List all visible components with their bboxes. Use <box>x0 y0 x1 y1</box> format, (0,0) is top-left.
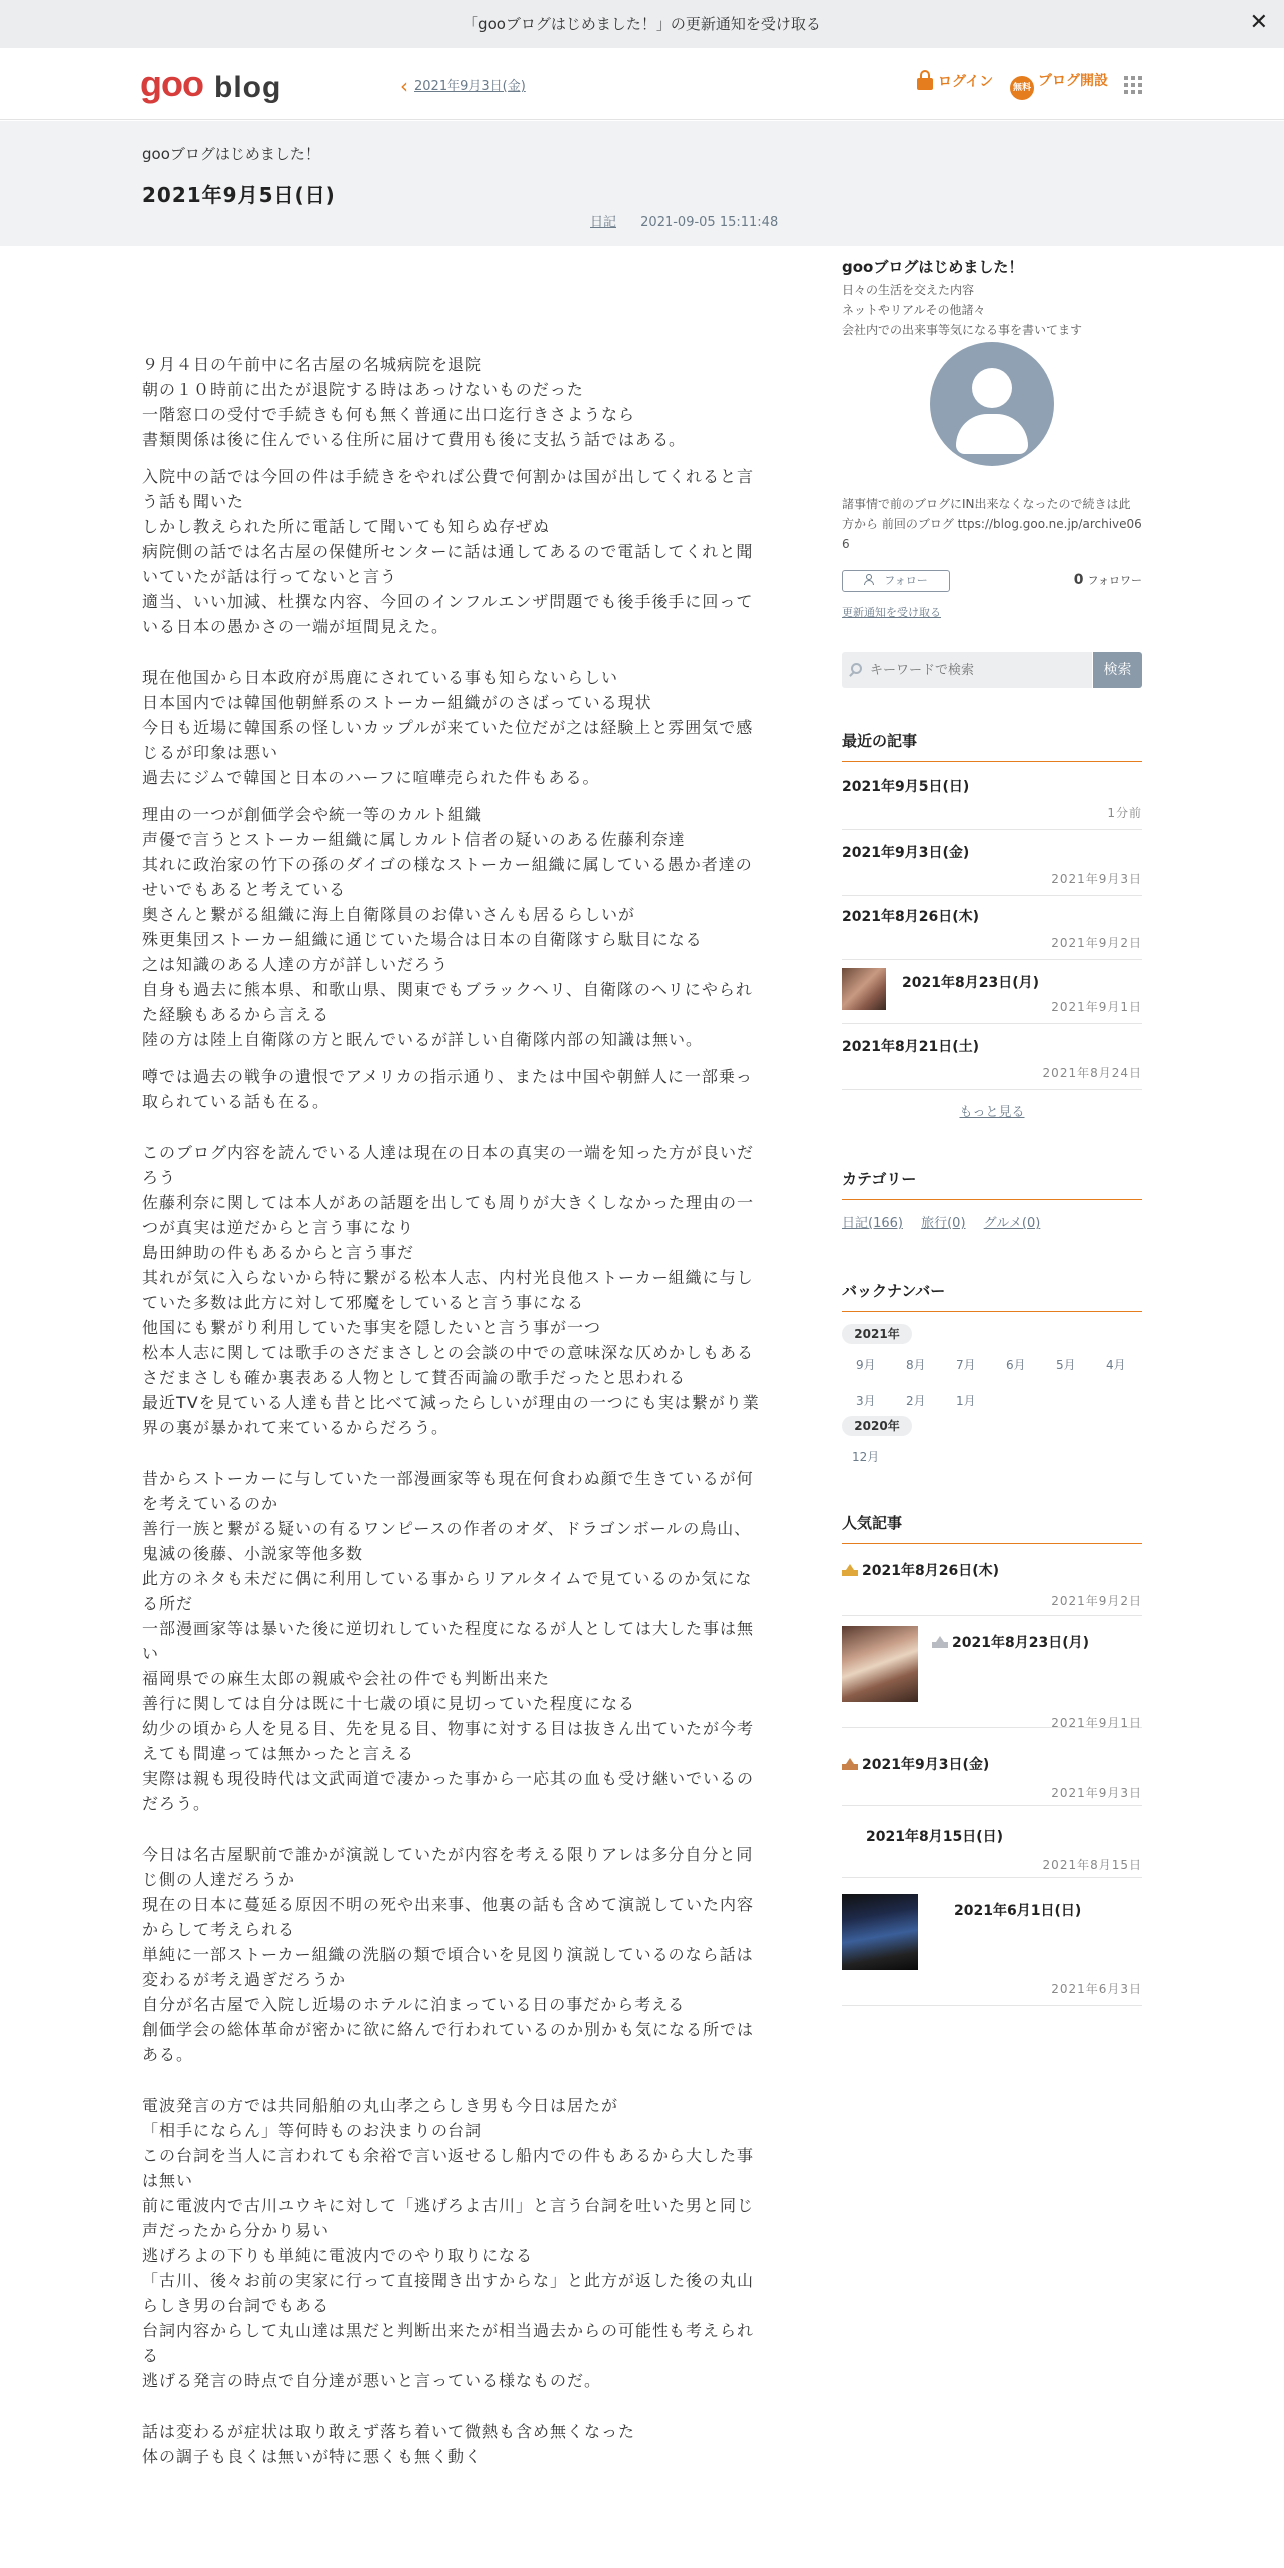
popular-entry-title-text: 2021年8月26日(木) <box>862 1563 999 1579</box>
recent-entry[interactable] <box>842 842 1142 896</box>
article-paragraph: このブログ内容を読んでいる人達は現在の日本の真実の一端を知った方が良いだろう 佐藤利奈に関しては本人があの話題を出しても周りが大きくしなかった理由の一つが真実は逆だからと言う事になり 島田紳助の件もあるからと言う事だ 其れが気に入らないから特に繋がる松本人志、内村光良他ストーカー組織に与していた多数は此方に対して邪魔をしていると言う事になる 他国にも繋がり利用していた事実を隠したいと言う事が一つ 松本人志に関しては歌手のさだまさしとの会談の中での意味深な仄めかしもある さだまさしも確か裏表ある人物として賛否両論の歌手だったと思われる 最近TVを見ている人達も昔と比べて減ったらしいが理由の一つにも実は繋がり業界の裏が暴かれて来ているからだろう。 <box>142 1143 760 1437</box>
open-blog-label: ブログ開設 <box>1038 73 1108 89</box>
article-paragraph: 入院中の話では今回の件は手続きをやれば公費で何割かは国が出してくれると言う話も聞いた しかし教えられた所に電話して聞いても知らぬ存ぜぬ 病院側の話では名古屋の保健所センターに話は通してあるので電話してくれと聞いていたが話は行ってないと言う 適当、いい加減、杜撰な内容、今回のインフルエンザ問題でも後手後手に回っている日本の愚かさの一端が垣間見えた。 <box>142 467 755 636</box>
backnumber-heading: バックナンバー <box>842 1280 1142 1312</box>
article-paragraph: 現在他国から日本政府が馬鹿にされている事も知らないらしい 日本国内では韓国他朝鮮系のストーカー組織がのさばっている現状 今日も近場に韓国系の怪しいカップルが来ていた位だが之は経験上と雰囲気で感じるが印象は悪い 過去にジムで韓国と日本のハーフに喧嘩売られた件もある。 <box>142 668 754 787</box>
popular-entry-thumbnail <box>842 1894 918 1970</box>
recent-entry-title: 2021年9月3日(金) <box>842 845 970 861</box>
article-paragraph: 今日は名古屋駅前で誰かが演説していたが内容を考える限りアレは多分自分と同じ側の人達だろうか 現在の日本に蔓延る原因不明の死や出来事、他裏の話も含めて演説していた内容からして考えられる 単純に一部ストーカー組織の洗脳の類で頃合いを見図り演説しているのなら話は変わるが考え過ぎだろうか 自分が名古屋で入院し近場のホテルに泊まっている日の事だから考える 創価学会の総体革命が密かに欲に絡んで行われているのか別かも気になる所ではある。 <box>142 1845 755 2064</box>
popular-entry-title: 2021年6月1日(日) <box>954 1903 1082 1919</box>
recent-entry[interactable] <box>842 776 1142 830</box>
lock-icon <box>916 70 934 90</box>
article-paragraph: 昔からストーカーに与していた一部漫画家等も現在何食わぬ顔で生きているが何を考えているのか 善行一族と繋がる疑いの有るワンピースの作者のオダ、ドラゴンボールの鳥山、鬼滅の後藤、小説家等他多数 此方のネタも未だに偶に利用している事からリアルタイムで見ているのか気になる所だ 一部漫画家等は暴いた後に逆切れしていた程度になるが人としては大した事は無い 福岡県での麻生太郎の親戚や会社の件でも判断出来た 善行に関しては自分は既に十七歳の頃に見切っていた程度になる 幼少の頃から人を見る目、先を見る目、物事に対する目は抜きん出ていたが今考えても間違っては無かったと言える 実際は親も現役時代は文武両道で凄かった事から一応其の血も受け継いでいるのだろう。 <box>142 1469 755 1813</box>
popular-entry-date: 2021年9月1日 <box>1051 1716 1142 1730</box>
goo-blog-logo[interactable] <box>140 64 300 104</box>
entry-title-band <box>0 121 1284 246</box>
search-input[interactable] <box>842 652 1092 688</box>
follow-button[interactable] <box>842 570 950 592</box>
sidebar-description: 日々の生活を交えた内容 ネットやリアルその他諸々 会社内での出来事等気になる事を書いてます <box>842 283 1083 337</box>
article-paragraph: 噂では過去の戦争の遺恨でアメリカの指示通り、または中国や朝鮮人に一部乗っ取られている話も在る。 <box>142 1067 753 1111</box>
popular-entry-title <box>932 1632 1089 1652</box>
article-paragraph: ９月４日の午前中に名古屋の名城病院を退院 朝の１０時前に出たが退院する時はあっけないものだった 一階窓口の受付で手続きも何も無く普通に出口迄行きさようなら 書類関係は後に住んでいる住所に届けて費用も後に支払う話ではある。 <box>142 355 687 449</box>
follower-count[interactable] <box>1040 572 1142 588</box>
month-link[interactable]: 7月 <box>956 1358 976 1372</box>
article-paragraph: 電波発言の方では共同船舶の丸山孝之らしき男も今日は居たが 「相手にならん」等何時ものお決まりの台詞 この台詞を当人に言われても余裕で言い返せるし船内での件もあるから大した事は無い 前に電波内で古川ユウキに対して「逃げろよ古川」と言う台詞を吐いた男と同じ声だったから分かり易い 逃げろよの下りも単純に電波内でのやり取りになる 「古川、後々お前の実家に行って直接聞き出すからな」と此方が返した後の丸山らしき男の台詞でもある 台詞内容からして丸山達は黒だと判断出来たが相当過去からの可能性も考えられる 逃げる発言の時点で自分達が悪いと言っている様なものだ。 <box>142 2096 755 2390</box>
popular-entry-title <box>842 1754 989 1774</box>
more-entries-link[interactable]: もっと見る <box>959 1105 1025 1120</box>
popular-entry-date: 2021年9月3日 <box>1051 1786 1142 1800</box>
popular-entry[interactable] <box>842 1894 1142 2006</box>
recent-entries-heading: 最近の記事 <box>842 730 1142 762</box>
month-link[interactable]: 2月 <box>906 1394 926 1408</box>
year-2020[interactable]: 2020年 <box>842 1416 912 1436</box>
popular-entry-title: 2021年8月15日(日) <box>866 1829 1003 1845</box>
bronze-crown-icon <box>842 1758 858 1770</box>
popular-entry-date: 2021年6月3日 <box>1051 1982 1142 1996</box>
recent-entry-date: 2021年9月3日 <box>1051 872 1142 886</box>
recent-entry[interactable] <box>842 968 1142 1024</box>
recent-entry-title: 2021年8月21日(土) <box>842 1039 979 1055</box>
category-list <box>842 1212 1054 1231</box>
follower-number: 0 <box>1073 572 1084 588</box>
popular-entry[interactable] <box>842 1558 1142 1616</box>
article-paragraph: 話は変わるが症状は取り敢えず落ち着いて微熱も含め無くなった 体の調子も良くは無いが特に悪くも無く動く <box>142 2422 636 2466</box>
popular-entry[interactable] <box>842 1822 1142 1878</box>
month-link[interactable]: 3月 <box>856 1394 876 1408</box>
update-notice-link[interactable]: 「gooブログはじめました！」の更新通知を受け取る <box>463 15 821 33</box>
free-badge: 無料 <box>1010 76 1034 100</box>
article-body <box>142 352 766 2477</box>
popular-entry[interactable] <box>842 1626 1142 1728</box>
category-link[interactable]: グルメ(0) <box>983 1216 1041 1231</box>
search-box <box>842 652 1142 688</box>
previous-entry-label: 2021年9月3日(金) <box>414 79 526 94</box>
recent-entry-date: 1分前 <box>1107 806 1142 820</box>
login-label: ログイン <box>938 74 994 90</box>
popular-entry[interactable] <box>842 1750 1142 1806</box>
open-blog-button[interactable] <box>1010 70 1108 100</box>
popular-entry-date: 2021年8月15日 <box>1042 1858 1142 1872</box>
popular-entry-thumbnail <box>842 1626 918 1702</box>
update-notice-bar <box>0 0 1284 48</box>
category-heading: カテゴリー <box>842 1168 1142 1200</box>
site-header <box>0 48 1284 120</box>
recent-entry[interactable] <box>842 1036 1142 1090</box>
chevron-left-icon: ‹ <box>400 74 408 98</box>
popular-entry-title-text: 2021年9月3日(金) <box>862 1757 990 1773</box>
recent-entry-date: 2021年9月1日 <box>1051 1000 1142 1014</box>
recent-entry-title: 2021年8月23日(月) <box>902 975 1039 991</box>
recent-entry-thumbnail <box>842 968 886 1010</box>
previous-entry-link[interactable] <box>400 74 526 98</box>
category-link[interactable]: 日記(166) <box>842 1216 903 1231</box>
sidebar-blog-name[interactable]: gooブログはじめました！ <box>842 258 1024 276</box>
month-link[interactable]: 6月 <box>1006 1358 1026 1372</box>
popular-heading: 人気記事 <box>842 1512 1142 1544</box>
month-link[interactable]: 8月 <box>906 1358 926 1372</box>
blog-name[interactable]: gooブログはじめました！ <box>142 145 320 163</box>
follower-label: フォロワー <box>1087 574 1142 587</box>
entry-meta <box>590 211 778 230</box>
page-title: 2021年9月5日(日) <box>142 183 336 207</box>
logo-goo-text: goo <box>140 63 203 104</box>
year-2021[interactable]: 2021年 <box>842 1324 912 1344</box>
recent-entry-date: 2021年8月24日 <box>1042 1066 1142 1080</box>
logo-blog-text: blog <box>214 71 282 104</box>
follow-label: フォロー <box>884 574 928 587</box>
recent-entry-date: 2021年9月2日 <box>1051 936 1142 950</box>
gold-crown-icon <box>842 1564 858 1576</box>
sidebar-about: 諸事情で前のブログにIN出来なくなったので続きは此方から 前回のブログ ttps://blog.goo.ne.jp/archive066 <box>842 497 1142 551</box>
month-link[interactable]: 1月 <box>956 1394 976 1408</box>
month-link[interactable]: 9月 <box>856 1358 876 1372</box>
close-icon[interactable]: ✕ <box>1249 10 1268 35</box>
popular-entry-date: 2021年9月2日 <box>1051 1594 1142 1608</box>
popular-entry-title-text: 2021年8月23日(月) <box>952 1635 1089 1651</box>
article-paragraph: 理由の一つが創価学会や統一等のカルト組織 声優で言うとストーカー組織に属しカルト信者の疑いのある佐藤利奈達 其れに政治家の竹下の孫のダイゴの様なストーカー組織に属している愚か者達のせいでもあると考えている 奥さんと繋がる組織に海上自衛隊員のお偉いさんも居るらしいが 殊更集団ストーカー組織に通じていた場合は日本の自衛隊すら駄目になる 之は知識のある人達の方が詳しいだろう 自身も過去に熊本県、和歌山県、関東でもブラックヘリ、自衛隊のヘリにやられた経験もあるから言える 陸の方は陸上自衛隊の方と眠んでいるが詳しい自衛隊内部の知識は無い。 <box>142 805 753 1049</box>
month-link[interactable]: 12月 <box>852 1450 880 1464</box>
silver-crown-icon <box>932 1636 948 1648</box>
avatar[interactable] <box>930 342 1054 466</box>
entry-datetime: 2021-09-05 15:11:48 <box>640 215 779 230</box>
update-notify-link[interactable]: 更新通知を受け取る <box>842 606 941 619</box>
month-link[interactable]: 5月 <box>1056 1358 1076 1372</box>
login-button[interactable] <box>916 70 993 91</box>
month-link[interactable]: 4月 <box>1106 1358 1126 1372</box>
person-icon <box>864 574 874 585</box>
recent-entry-title: 2021年9月5日(日) <box>842 779 970 795</box>
grid-menu-icon[interactable] <box>1124 76 1142 94</box>
recent-entry-title: 2021年8月26日(木) <box>842 909 979 925</box>
search-icon <box>851 663 862 674</box>
search-button[interactable]: 検索 <box>1093 652 1142 688</box>
recent-entry[interactable] <box>842 906 1142 960</box>
category-link[interactable]: 旅行(0) <box>921 1216 966 1231</box>
entry-category-link[interactable]: 日記 <box>590 215 617 230</box>
popular-entry-title <box>842 1560 999 1580</box>
